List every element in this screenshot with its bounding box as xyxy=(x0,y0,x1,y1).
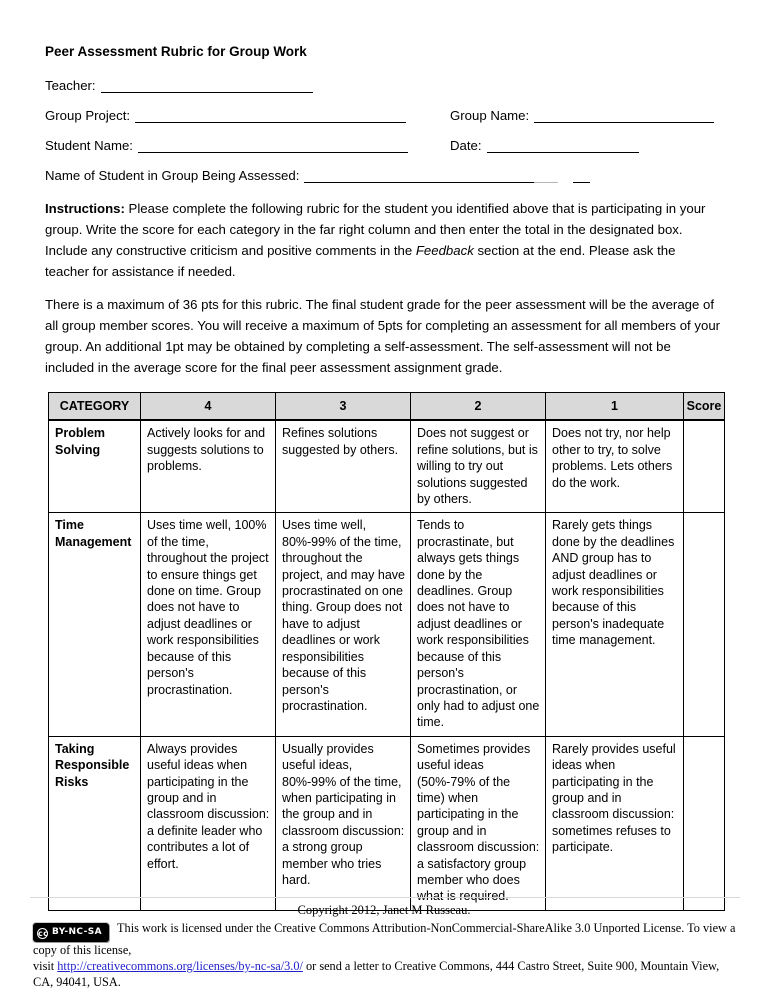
grading-paragraph: There is a maximum of 36 pts for this rubric. The final student grade for the peer assessment will be the average of all group member scores. You will receive a maximum of 5pts for completing an assessment for all members of your group. An additional 1pt may be obtained by completing a self-assessment. The self-assessment will not be included in the average score for the final peer assessment assignment grade. xyxy=(45,297,721,375)
group-name-label: Group Name: xyxy=(450,108,530,123)
cell-score-entry xyxy=(684,513,725,736)
cell-category: Problem Solving xyxy=(49,420,141,513)
teacher-label: Teacher: xyxy=(45,78,96,93)
group-project-label: Group Project: xyxy=(45,108,131,123)
project-name-row xyxy=(45,108,723,123)
license-line-2-prefix: visit xyxy=(33,959,58,973)
assessed-blank-line xyxy=(304,169,534,183)
header-score-1: 1 xyxy=(546,393,684,421)
header-score: Score xyxy=(684,393,725,421)
rubric-header-row xyxy=(49,393,725,421)
rubric-table xyxy=(48,392,725,911)
instructions-text-2: section at the end. Please ask the teacher for assistance if needed. xyxy=(45,243,676,279)
group-project-blank-line xyxy=(135,109,406,123)
license-line-2-suffix: or send a letter to Creative Commons, 444 Castro Street, Suite 900, Mountain View, CA, 94041, USA. xyxy=(33,959,720,989)
cell-level-3: Refines solutions suggested by others. xyxy=(276,420,411,513)
cell-category: Time Management xyxy=(49,513,141,736)
cc-by-nc-sa-badge-icon xyxy=(33,923,109,942)
teacher-blank-line xyxy=(101,79,313,93)
instructions-lead: Instructions: xyxy=(45,201,125,216)
cell-score-entry xyxy=(684,736,725,910)
header-score-4: 4 xyxy=(141,393,276,421)
cell-level-4: Always provides useful ideas when participating in the group and in classroom discussion: a definite leader who contributes a lot of effort. xyxy=(141,736,276,910)
footer-divider xyxy=(30,897,740,898)
assessed-student-label: Name of Student in Group Being Assessed: xyxy=(45,168,300,183)
header-score-2: 2 xyxy=(411,393,546,421)
cell-level-4: Uses time well, 100% of the time, throughout the project to ensure things get done on time. Group does not have to adjust deadlines or work responsibilities because of this person's procrastination. xyxy=(141,513,276,736)
rubric-row-problem-solving xyxy=(49,420,725,513)
feedback-word: Feedback xyxy=(415,243,474,258)
date-blank-line xyxy=(487,139,639,153)
cell-level-4: Actively looks for and suggests solutions to problems. xyxy=(141,420,276,513)
instructions-paragraph xyxy=(45,198,723,282)
cc-badge-label: BY-NC-SA xyxy=(52,927,103,937)
student-name-label: Student Name: xyxy=(45,138,133,153)
group-name-blank-line xyxy=(534,109,714,123)
license-line-1: This work is licensed under the Creative Commons Attribution-NonCommercial-ShareAlike 3.0 Unported License. To view a copy of this license, xyxy=(33,921,736,957)
date-label: Date: xyxy=(450,138,482,153)
page-footer xyxy=(0,897,768,990)
cell-level-1: Rarely provides useful ideas when participating in the group and in classroom discussion: sometimes refuses to participate. xyxy=(546,736,684,910)
assessed-blank-dash xyxy=(573,169,590,183)
copyright-text: Copyright 2012, Janet M Russeau. xyxy=(297,903,471,917)
blank-gap xyxy=(558,169,568,183)
rubric-row-time-management xyxy=(49,513,725,736)
cell-level-1: Does not try, nor help other to try, to solve problems. Lets others do the work. xyxy=(546,420,684,513)
rubric-row-taking-responsible-risks xyxy=(49,736,725,910)
license-block xyxy=(33,920,736,990)
cell-level-3: Uses time well, 80%-99% of the time, throughout the project, and may have procrastinated on one thing. Group does not have to adjust deadlines or work responsibilities because of this person's procrastination. xyxy=(276,513,411,736)
assessed-student-row xyxy=(45,168,723,183)
cell-category: Taking Responsible Risks xyxy=(49,736,141,910)
header-score-3: 3 xyxy=(276,393,411,421)
cc-logo-icon: cc xyxy=(38,929,49,938)
cell-level-2: Does not suggest or refine solutions, but is willing to try out solutions suggested by others. xyxy=(411,420,546,513)
cell-level-1: Rarely gets things done by the deadlines AND group has to adjust deadlines or work responsibilities because of this person's inadequate time management. xyxy=(546,513,684,736)
header-category: CATEGORY xyxy=(49,393,141,421)
creative-commons-license-link[interactable]: http://creativecommons.org/licenses/by-nc-sa/3.0/ xyxy=(57,959,303,973)
assessed-blank-line-faded xyxy=(534,169,558,183)
cell-level-2: Tends to procrastinate, but always gets things done by the deadlines. Group does not have to adjust deadlines or work responsibilities because of this person's procrastination, or only had to adjust one time. xyxy=(411,513,546,736)
student-name-blank-line xyxy=(138,139,408,153)
cell-score-entry xyxy=(684,420,725,513)
cell-level-3: Usually provides useful ideas, 80%-99% of the time, when participating in the group and in classroom discussion: a strong group member who tries hard. xyxy=(276,736,411,910)
student-date-row xyxy=(45,138,723,153)
instructions-text-1: Please complete the following rubric for the student you identified above that is participating in your group. Write the score for each category in the far right column and then enter the total in the designated box. Include any constructive criticism and positive comments in the xyxy=(45,201,706,258)
teacher-field-row xyxy=(45,78,723,93)
page-title: Peer Assessment Rubric for Group Work xyxy=(45,44,307,59)
cell-level-2: Sometimes provides useful ideas (50%-79% of the time) when participating in the group and in classroom discussion: a satisfactory group member who does what is required. xyxy=(411,736,546,910)
